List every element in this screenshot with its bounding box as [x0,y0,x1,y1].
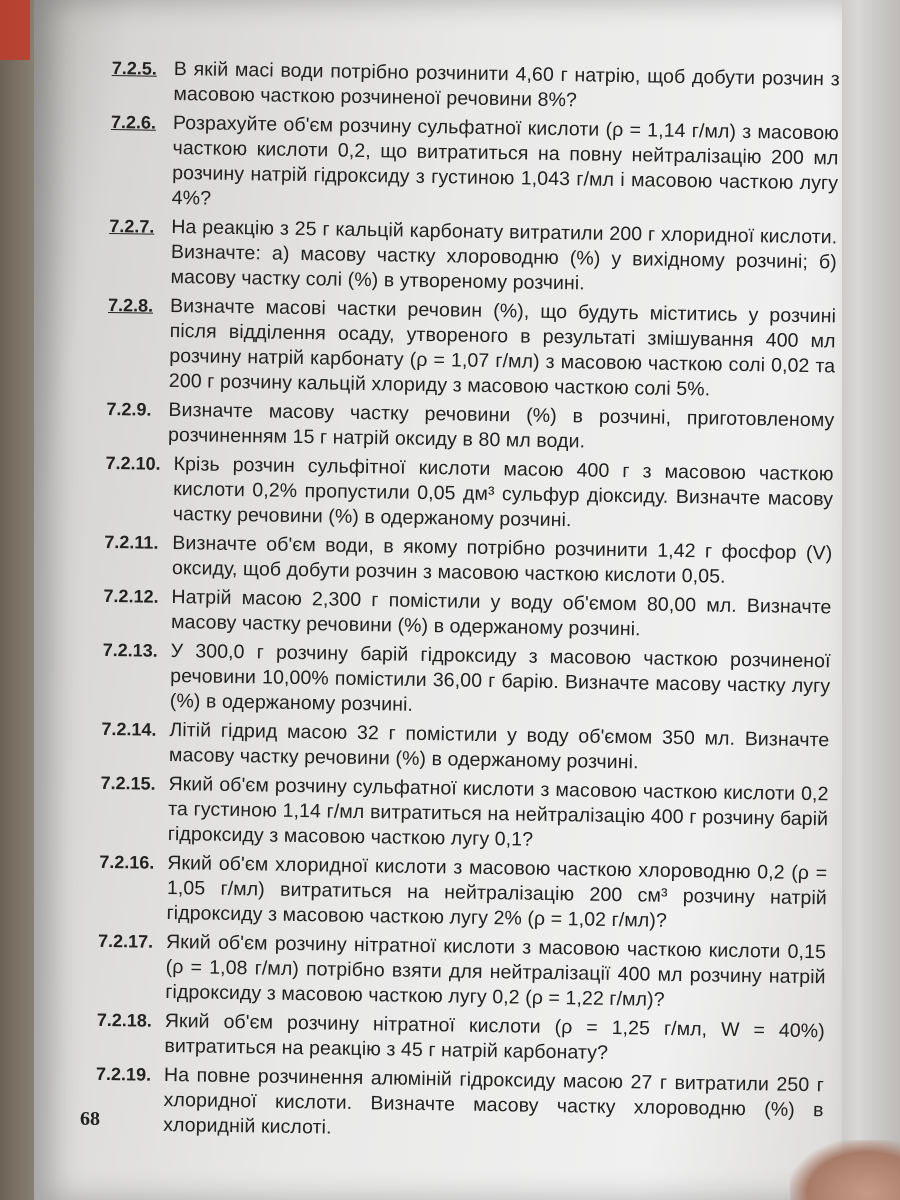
problem-number: 7.2.13. [102,639,158,661]
problem-number: 7.2.5. [111,57,158,79]
problem-text: В якій масі води потрібно розчинити 4,60 г натрію, щоб добути розчин з масовою часткою розчиненої речовини 8%? [173,57,840,112]
problem-number: 7.2.6. [110,111,157,133]
page-number: 68 [80,1108,100,1130]
finger-shape [790,1140,900,1200]
problem-text: Натрій масою 2,300 г помістили у воду об'ємом 80,00 мл. Визначте масову частку речовини (%) в одержаному розчині. [170,586,832,641]
problem-7-2-10 [105,451,834,537]
problem-text: У 300,0 г розчину барій гідроксиду з масовою часткою розчиненої речовини 10,00% помістили 36,00 г барію. Визначте масову частку лугу (%) в одержаному розчині. [169,639,831,716]
problem-7-2-11 [104,530,833,591]
problem-number: 7.2.11. [104,531,159,553]
problem-7-2-18 [96,1008,825,1069]
problem-text: Який об'єм розчину сульфатної кислоти з масовою часткою кислоти 0,2 та густиною 1,14 г/мл витратиться на нейтралізацію 400 г розчину барій гідроксиду з масовою часткою лугу 0,1? [167,772,829,851]
problem-number: 7.2.16. [99,851,155,873]
problem-number: 7.2.12. [103,585,159,607]
problem-7-2-9 [106,397,835,458]
problem-7-2-12 [103,584,832,645]
problem-7-2-13 [102,638,831,724]
problem-text: Літій гідрид масою 32 г помістили у воду об'ємом 350 мл. Визначте масову частку речовини (%) в одержаному розчині. [168,718,830,774]
problem-number: 7.2.17. [97,930,154,952]
problem-text: Розрахуйте об'єм розчину сульфатної кислоти (ρ = 1,14 г/мл) з масовою часткою кислоти 0,2, що витратиться на повну нейтралізацію 200 мл розчину натрій гідроксиду з густиною 1,043 г/мл і масовою часткою лугу 4%? [171,111,840,210]
problem-number: 7.2.15. [100,772,156,794]
problem-7-2-17 [97,929,826,1015]
problem-text: Визначте об'єм води, в якому потрібно розчинити 1,42 г фосфор (V) оксиду, щоб добути розчин з масовою часткою кислоти 0,05. [171,532,833,588]
problem-7-2-6 [110,110,839,221]
problem-number: 7.2.14. [101,718,157,740]
problem-7-2-15 [100,771,829,857]
problem-text: Який об'єм розчину нітратної кислоти з масовою часткою кислоти 0,15 (ρ = 1,08 г/мл) потрібно взяти для нейтралізації 400 мл розчину натрій гідроксиду з масовою часткою лугу 0,2 (ρ = 1,22 г/мл)? [165,930,827,1011]
problem-7-2-5 [111,56,840,117]
problem-7-2-16 [98,850,827,936]
problem-text: Який об'єм хлоридної кислоти з масовою часткою хлороводню 0,2 (ρ = 1,05 г/мл) витратиться на нейтралізацію 200 см³ розчину натрій гідроксиду з масовою часткою лугу 2% (ρ = 1,02 г/мл)? [166,851,828,932]
problem-7-2-14 [101,717,830,778]
problem-text: Визначте масові частки речовин (%), що будуть міститись у розчині після відділення осаду, утвореного в результаті змішування 400 мл розчину натрій карбонату (ρ = 1,07 г/мл) з масовою часткою солі 0,02 та 200 г розчину кальцій хлориду з масовою часткою солі 5%. [168,294,837,401]
problem-text: Який об'єм розчину нітратної кислоти (ρ = 1,25 г/мл, W = 40%) витратиться на реакцію з 45 г натрій карбонату? [164,1009,825,1064]
problem-7-2-8 [107,293,836,404]
problem-number: 7.2.7. [109,215,155,237]
problem-7-2-7 [108,214,837,300]
problem-number: 7.2.8. [107,294,154,316]
problem-number: 7.2.9. [106,398,152,420]
problem-list [95,56,840,1152]
problem-text: Визначте масову частку речовини (%) в розчині, приготовленому розчиненням 15 г натрій оксиду в 80 мл води. [167,398,835,453]
problem-number: 7.2.18. [96,1009,153,1031]
problem-text: Крізь розчин сульфітної кислоти масою 400 г з масовою часткою кислоти 0,2% пропустили 0,05 дм³ сульфур діоксиду. Визначте масову частку речовини (%) в одержаному розчині. [172,453,834,532]
problem-7-2-19 [95,1062,824,1148]
problem-text: На реакцію з 25 г кальцій карбонату витратили 200 г хлоридної кислоти. Визначте: а) масову частку хлороводню (%) у вихідному розчині; б) масову частку солі (%) в утвореному розчині. [170,215,838,295]
problem-number: 7.2.19. [95,1063,152,1085]
problem-text: На повне розчинення алюміній гідроксиду масою 27 г витратили 250 г хлоридної кислоти. Визначте масову частку хлороводню (%) в хлоридній кислоті. [163,1063,825,1139]
red-cover-corner [0,0,30,60]
problem-number: 7.2.10. [105,452,161,474]
